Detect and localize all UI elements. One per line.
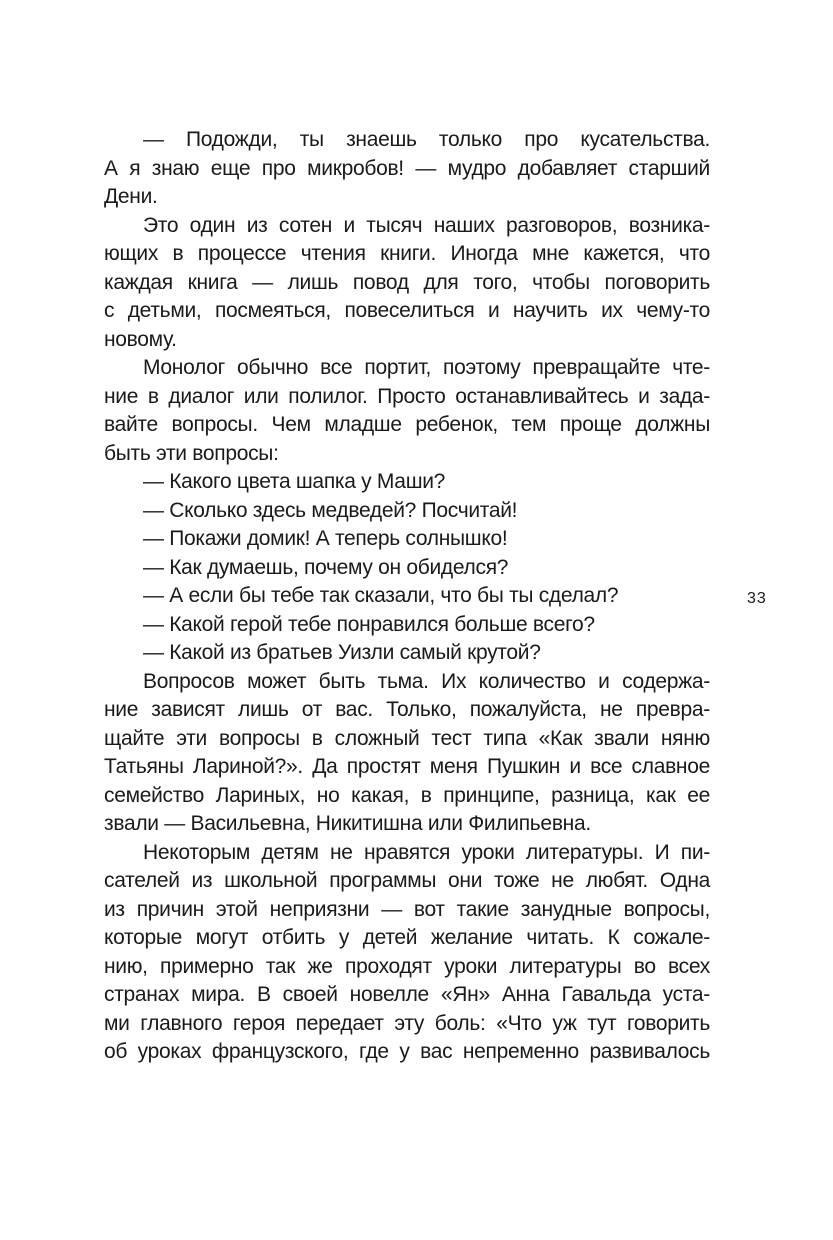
- page-number: 33: [747, 590, 767, 607]
- text-line: — Как думаешь, почему он обиделся?: [143, 555, 509, 579]
- text-line: — Покажи домик! А теперь солнышко!: [143, 527, 508, 550]
- text-line: которые могут отбить у детей желание читать. К сожале-: [104, 926, 710, 949]
- text-line: нию, примерно так же проходят уроки литературы во всех: [104, 954, 710, 978]
- page-text: [104, 126, 710, 1067]
- text-line: звали — Васильевна, Никитишна или Филипьевна.: [104, 812, 591, 835]
- text-line: Татьяны Лариной?». Да простят меня Пушкин и все славное: [104, 755, 710, 778]
- text-line: — Какой герой тебе понравился больше всего?: [143, 612, 595, 636]
- text-line: Некоторым детям не нравятся уроки литературы. И пи-: [143, 840, 710, 864]
- text-line: ние в диалог или полилог. Просто останавливайтесь и зада-: [104, 384, 710, 408]
- text-line: сателей из школьной программы они тоже не любят. Одна: [104, 869, 710, 892]
- text-line: ние зависят лишь от вас. Только, пожалуйста, не превра-: [104, 698, 710, 721]
- text-line: семейство Лариных, но какая, в принципе, разница, как ее: [104, 783, 710, 807]
- text-line: из причин этой неприязни — вот такие занудные вопросы,: [104, 897, 710, 921]
- text-line: Вопросов может быть тьма. Их количество и содержа-: [143, 669, 710, 693]
- text-line: с детьми, посмеяться, повеселиться и научить их чему-то: [104, 299, 710, 322]
- text-line: быть эти вопросы:: [104, 441, 279, 465]
- text-line: вайте вопросы. Чем младше ребенок, тем проще должны: [104, 413, 710, 436]
- text-line: Монолог обычно все портит, поэтому превращайте чте-: [143, 356, 710, 379]
- text-line: ми главного героя передает эту боль: «Что уж тут говорить: [104, 1011, 710, 1035]
- text-line: — Какого цвета шапка у Маши?: [143, 470, 446, 493]
- text-line: новому.: [104, 327, 177, 351]
- text-line: — Какой из братьев Уизли самый крутой?: [143, 641, 541, 664]
- text-line: А я знаю еще про микробов! — мудро добавляет старший: [104, 156, 710, 180]
- text-line: — Сколько здесь медведей? Посчитай!: [143, 498, 518, 522]
- text-line: Это один из сотен и тысяч наших разговоров, возника-: [143, 213, 710, 237]
- text-line: ющих в процессе чтения книги. Иногда мне кажется, что: [104, 242, 710, 265]
- text-line: — Подожди, ты знаешь только про кусательства.: [143, 128, 710, 151]
- text-line: об уроках французского, где у вас непременно развивалось: [104, 1040, 710, 1063]
- text-line: странах мира. В своей новелле «Ян» Анна Гавальда уста-: [104, 983, 710, 1006]
- text-line: каждая книга — лишь повод для того, чтобы поговорить: [104, 270, 710, 294]
- text-line: щайте эти вопросы в сложный тест типа «Как звали няню: [104, 726, 710, 750]
- text-line: Дени.: [104, 185, 158, 208]
- text-line: — А если бы тебе так сказали, что бы ты сделал?: [143, 584, 619, 607]
